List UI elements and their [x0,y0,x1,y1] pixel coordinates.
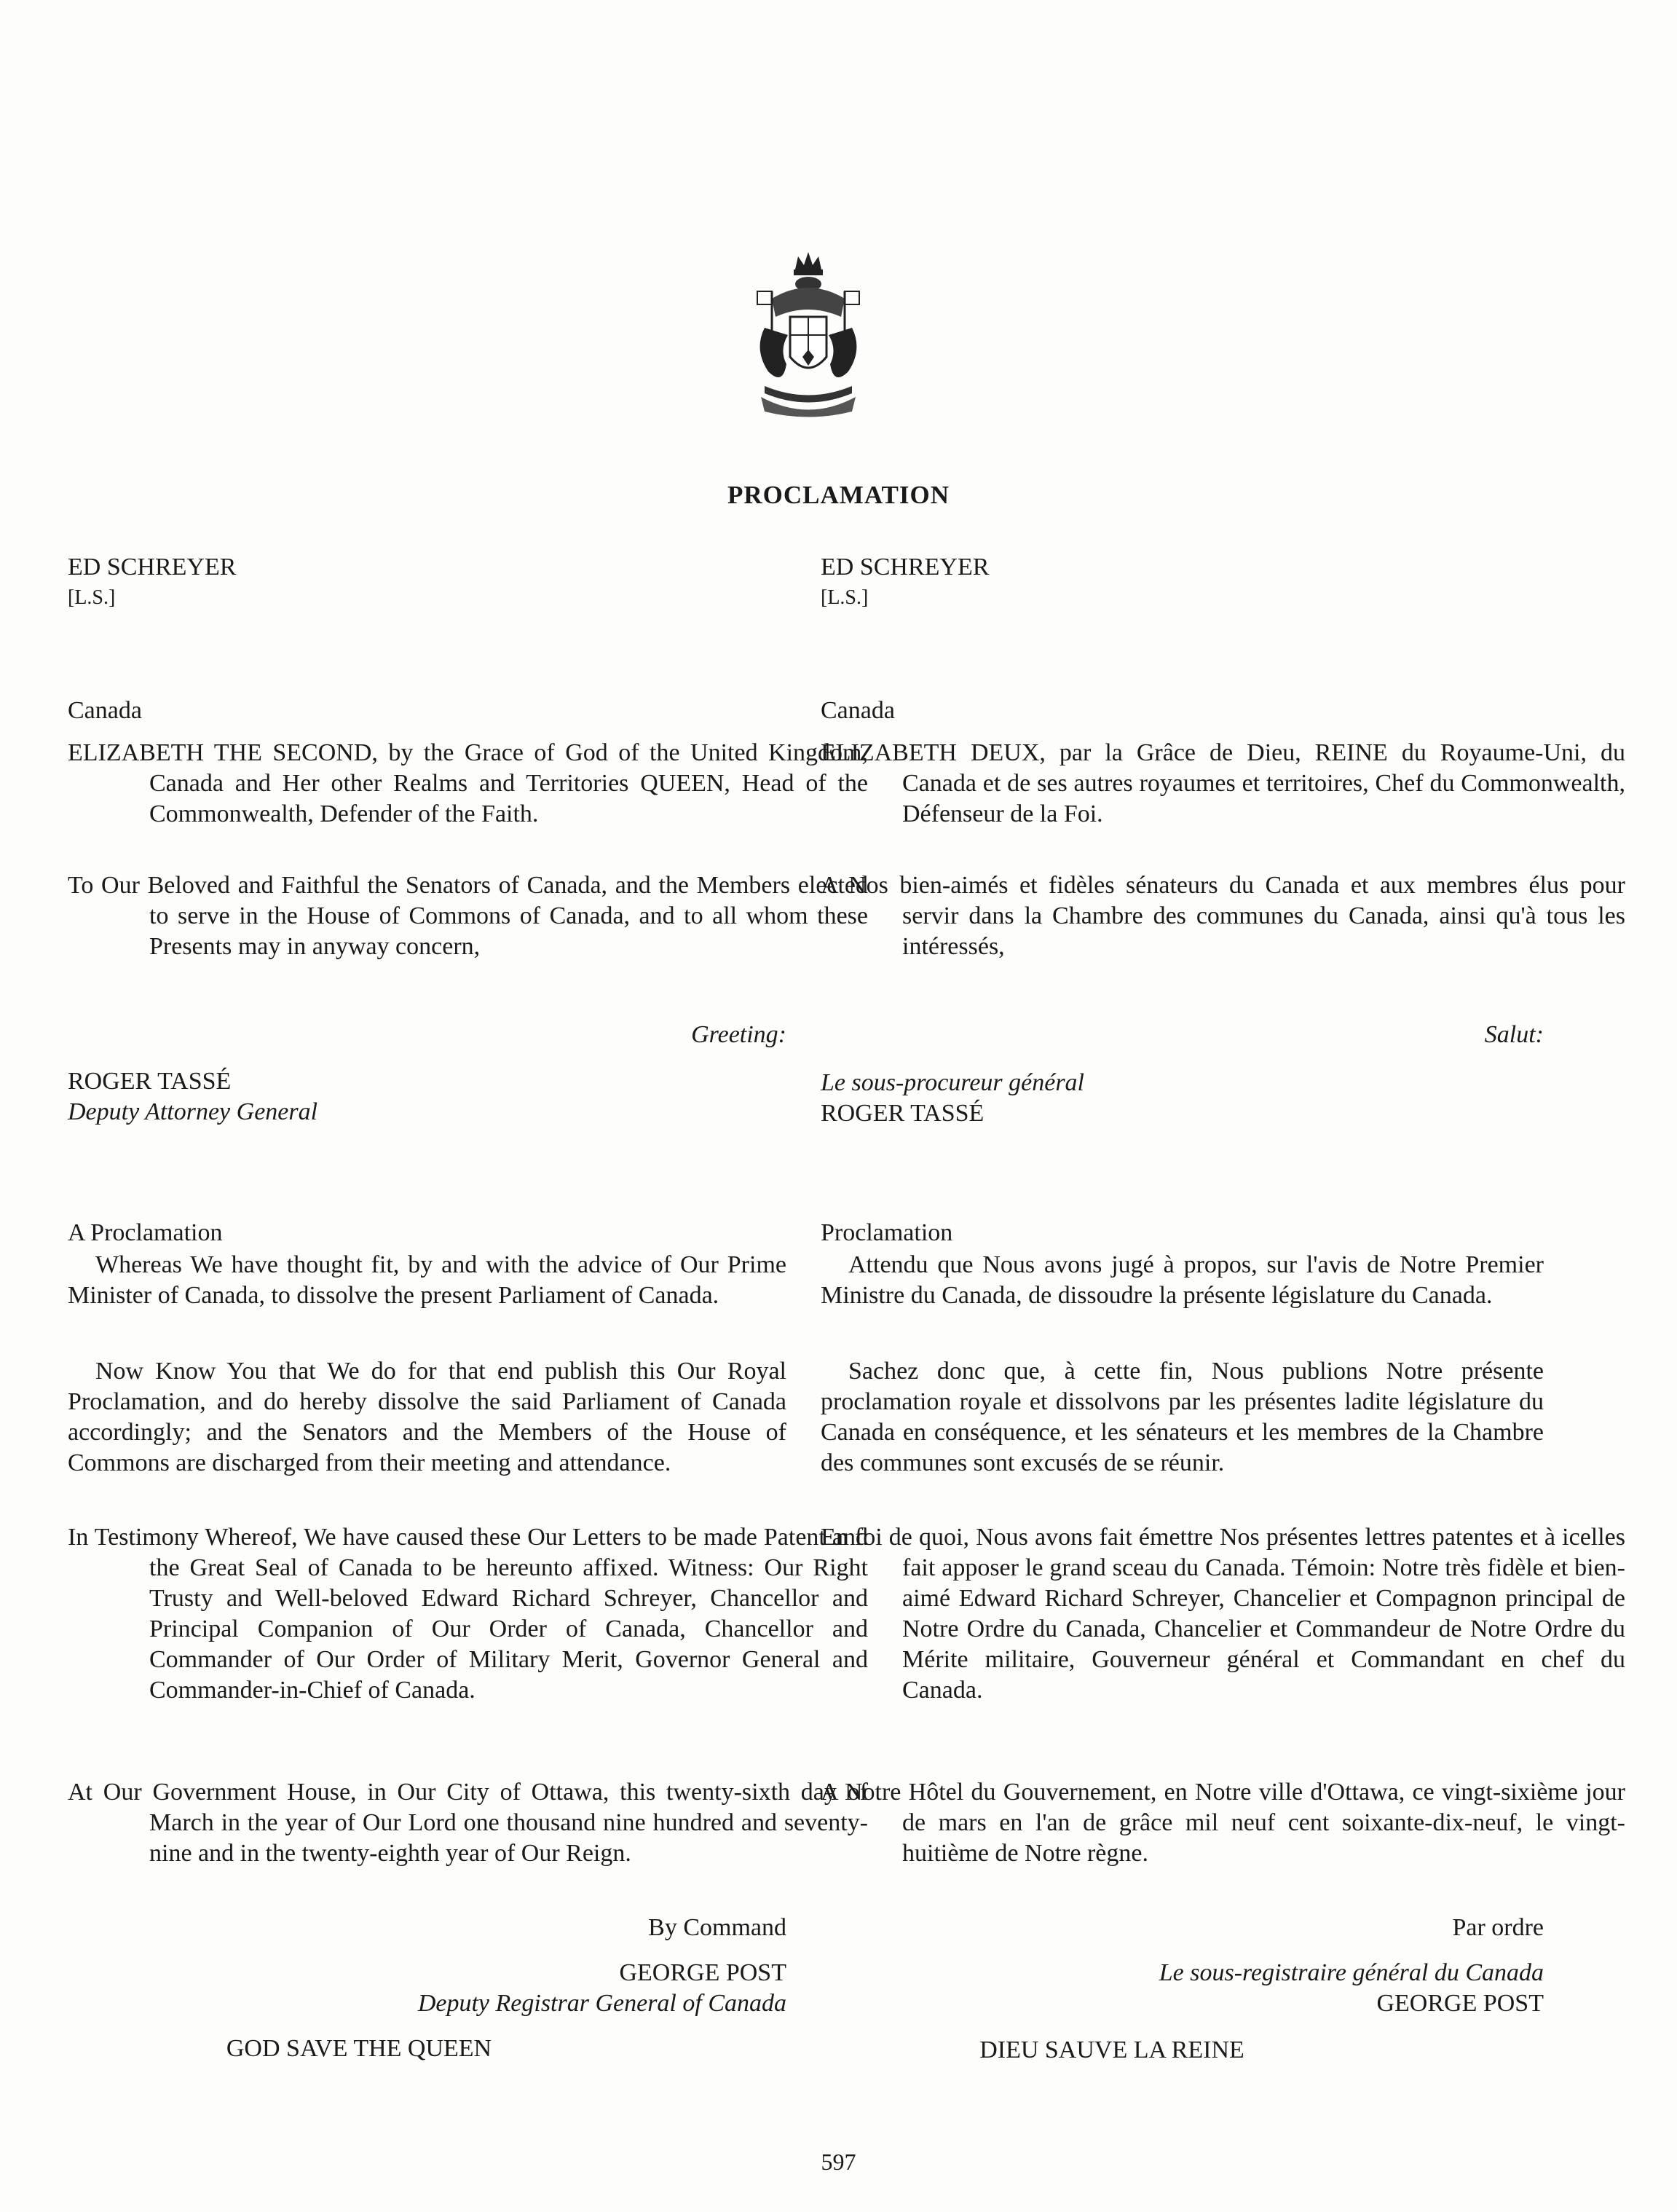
attendu-paragraph: Attendu que Nous avons jugé à propos, sur l'avis de Notre Premier Ministre du Canada, de dissoudre la présente législature du Canada. [821,1251,1544,1309]
registrar-block-fr [821,1958,1544,2019]
testimony-paragraph: In Testimony Whereof, We have caused these Our Letters to be made Patent and the Great Seal of Canada to be hereunto affixed. Witness: Our Right Trusty and Well-beloved Edward Richard Schreyer, Chancellor and Principal Companion of Our Order of Canada, Chancellor and Commander of Our Order of Military Merit, Governor General and Commander-in-Chief of Canada. [68,1524,868,1704]
signer-name: ED SCHREYER [68,554,237,580]
closing-line-fr: DIEU SAUVE LA REINE [979,2036,1244,2063]
registrar-title-fr: Le sous-registraire général du Canada [1159,1959,1544,1986]
royal-style-title: ELIZABETH THE SECOND, by the Grace of God of the United Kingdom, Canada and Her other Realms and Territories QUEEN, Head of the Commonwealth, Defender of the Faith. [68,739,868,827]
address-paragraph: To Our Beloved and Faithful the Senators of Canada, and the Members elected to serve in the House of Commons of Canada, and to all whom these Presents may in anyway concern, [68,872,868,960]
page-number: 597 [821,2149,856,2175]
registrar-block [68,1958,786,2019]
proclamation-heading-fr: Proclamation [821,1219,953,1246]
by-command-text: By Command [648,1914,786,1941]
deputy-ag-title: Deputy Attorney General [68,1098,318,1125]
deputy-ag-name-fr: ROGER TASSÉ [821,1100,985,1127]
seal-mark-fr: [L.S.] [821,586,869,609]
country-label-fr: Canada [821,697,895,724]
registrar-name-fr: GEORGE POST [1376,1990,1544,2017]
country-label: Canada [68,697,142,724]
royal-style-title-fr: ELIZABETH DEUX, par la Grâce de Dieu, REINE du Royaume-Uni, du Canada et de ses autres royaumes et territoires, Chef du Commonwealth, Défenseur de la Foi. [821,739,1625,827]
seal-mark: [L.S.] [68,586,116,609]
signer-block [68,552,236,613]
deputy-ag-block [68,1066,317,1127]
en-foi-paragraph: En foi de quoi, Nous avons fait émettre Nos présentes lettres patentes et à icelles fait apposer le grand sceau du Canada. Témoin: Notre très fidèle et bien-aimé Edward Richard Schreyer, Chancelier et Compagnon principal de Notre Ordre du Canada, Chancelier et Commandeur de Notre Ordre du Mérite militaire, Gouverneur général et Commandant en chef du Canada. [821,1524,1625,1704]
address-paragraph-fr: A Nos bien-aimés et fidèles sénateurs du Canada et aux membres élus pour servir dans la Chambre des communes du Canada, ainsi qu'à tous les intéressés, [821,872,1625,960]
par-ordre-text: Par ordre [1452,1914,1544,1941]
sachez-paragraph: Sachez donc que, à cette fin, Nous publions Notre présente proclamation royale et dissolvons par les présentes ladite législature du Canada en conséquence, et les sénateurs et les membres de la Chambre des communes sont excusés de se réunir. [821,1358,1544,1476]
greeting-text-fr: Salut: [1484,1021,1544,1048]
royal-arms-crest [750,248,867,422]
deputy-ag-name: ROGER TASSÉ [68,1068,232,1095]
deputy-ag-block-fr [821,1068,1084,1129]
closing-line: GOD SAVE THE QUEEN [226,2035,492,2062]
signer-name-fr: ED SCHREYER [821,554,990,580]
deputy-ag-title-fr: Le sous-procureur général [821,1069,1084,1096]
donne-a-paragraph: A Notre Hôtel du Gouvernement, en Notre ville d'Ottawa, ce vingt-sixième jour de mars en l'an de grâce mil neuf cent soixante-dix-neuf, le vingt-huitième de Notre règne. [821,1779,1625,1867]
proclamation-heading: A Proclamation [68,1219,223,1246]
now-know-paragraph: Now Know You that We do for that end publish this Our Royal Proclamation, and do hereby dissolve the said Parliament of Canada accordingly; and the Senators and the Members of the House of Commons are discharged from their meeting and attendance. [68,1358,786,1476]
signer-block-fr [821,552,989,613]
whereas-paragraph: Whereas We have thought fit, by and with the advice of Our Prime Minister of Canada, to dissolve the present Parliament of Canada. [68,1251,786,1309]
given-at-paragraph: At Our Government House, in Our City of Ottawa, this twenty-sixth day of March in the year of Our Lord one thousand nine hundred and seventy-nine and in the twenty-eighth year of Our Reign. [68,1779,868,1867]
registrar-name: GEORGE POST [619,1959,786,1986]
coat-of-arms-icon [750,248,867,422]
greeting-text: Greeting: [691,1021,786,1048]
page-title: PROCLAMATION [727,481,950,509]
registrar-title: Deputy Registrar General of Canada [417,1990,786,2017]
